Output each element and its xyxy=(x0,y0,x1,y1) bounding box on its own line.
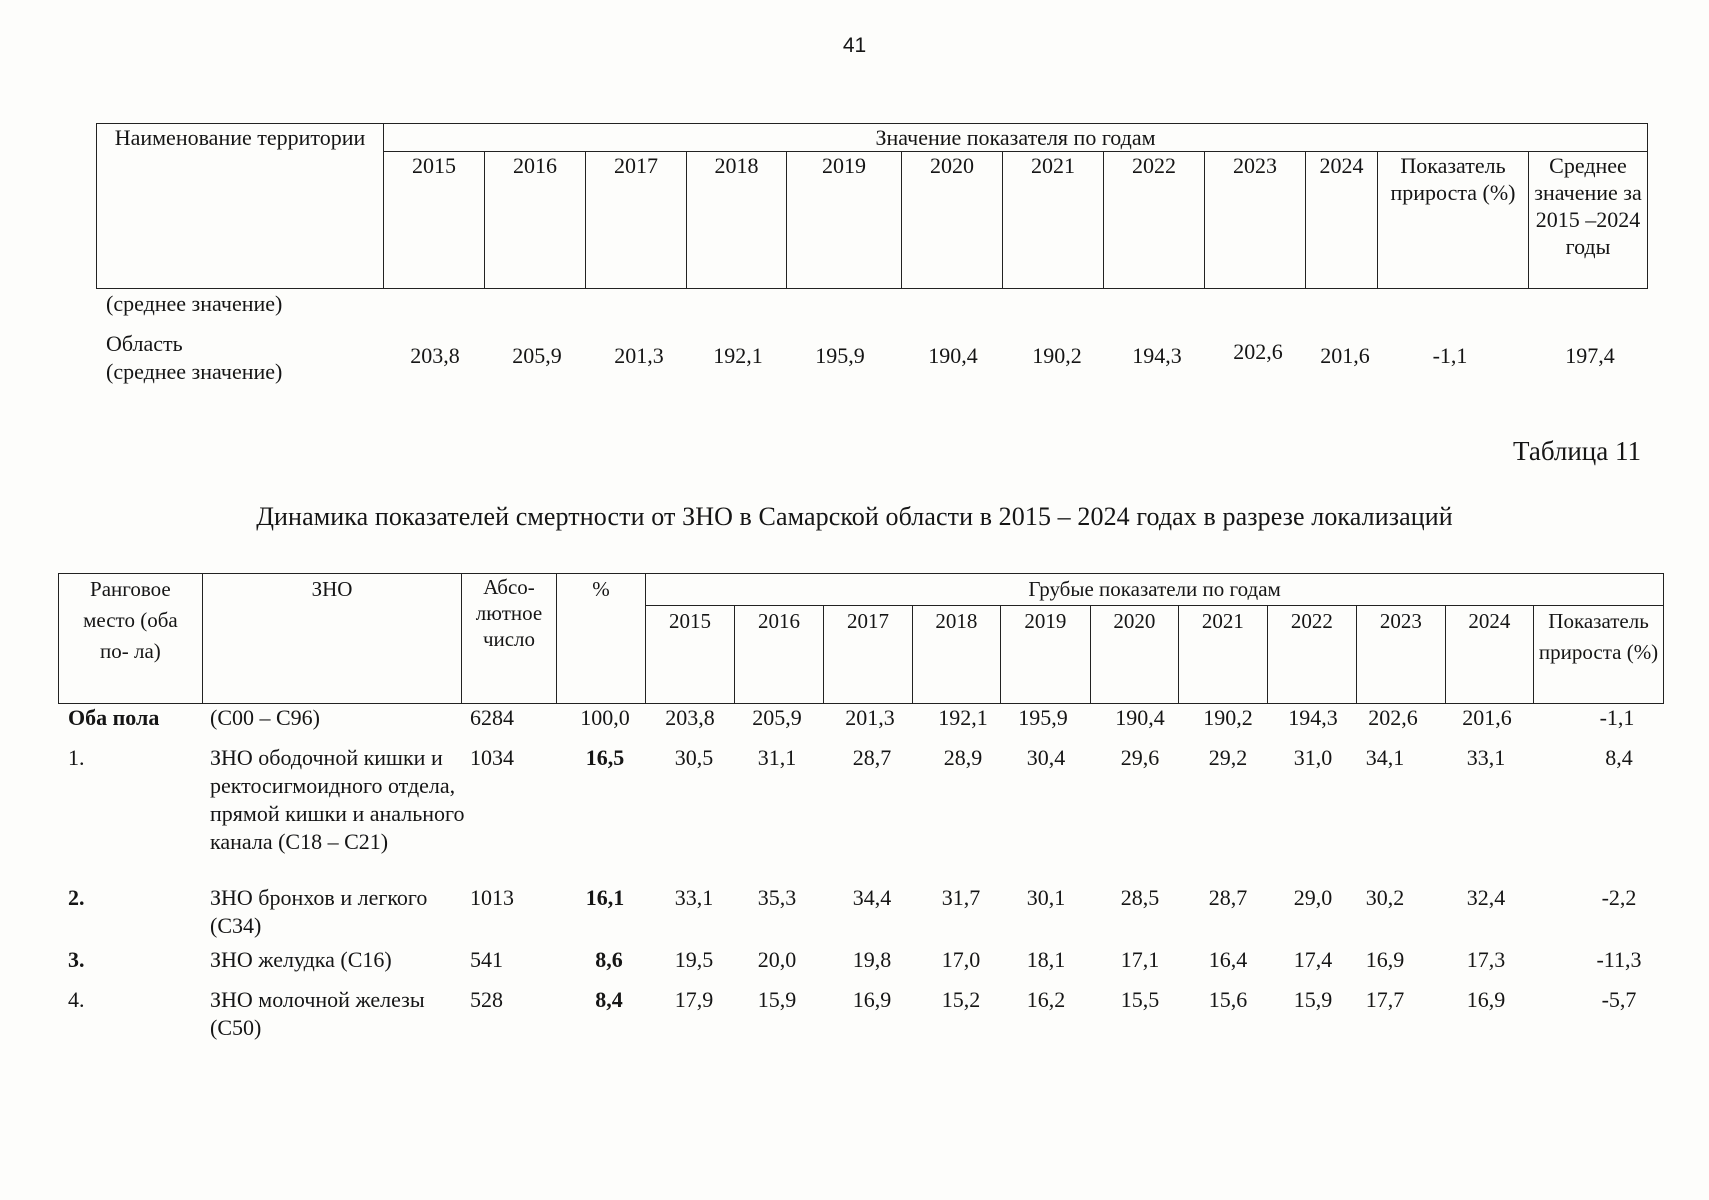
average-cell: 197,4 xyxy=(1565,343,1615,368)
percent-cell: 16,1 xyxy=(585,885,625,910)
header-rates-by-year: Грубые показатели по годам xyxy=(646,574,1664,606)
value-cell: 15,6 xyxy=(1208,987,1248,1012)
value-cell: 30,2 xyxy=(1365,885,1405,910)
row-name: Область xyxy=(106,331,183,356)
header-growth: Показатель прироста (%) xyxy=(1378,152,1529,289)
percent-cell: 8,6 xyxy=(595,947,623,972)
header-year: 2021 xyxy=(1179,606,1267,704)
absolute-cell: 528 xyxy=(470,987,503,1012)
top-table-header xyxy=(96,123,1648,289)
value-cell: 16,9 xyxy=(1365,947,1405,972)
value-cell: 16,9 xyxy=(852,987,892,1012)
absolute-cell: 1034 xyxy=(470,745,514,770)
header-values-by-year: Значение показателя по годам xyxy=(384,124,1648,152)
value-cell: 16,2 xyxy=(1026,987,1066,1012)
value-cell: 203,8 xyxy=(410,343,460,368)
header-year: 2019 xyxy=(787,152,902,289)
header-year: 2023 xyxy=(1205,152,1306,289)
value-cell: 17,4 xyxy=(1293,947,1333,972)
header-year: 2022 xyxy=(1267,606,1356,704)
value-cell: 195,9 xyxy=(815,343,865,368)
value-cell: 30,4 xyxy=(1026,745,1066,770)
growth-cell: -1,1 xyxy=(1432,343,1468,368)
value-cell: 17,7 xyxy=(1365,987,1405,1012)
value-cell: 190,2 xyxy=(1032,343,1082,368)
value-cell: 201,6 xyxy=(1320,343,1370,368)
zno-cell: (С00 – С96) xyxy=(210,705,320,730)
value-cell: 17,3 xyxy=(1466,947,1506,972)
header-year: 2022 xyxy=(1104,152,1205,289)
percent-cell: 8,4 xyxy=(595,987,623,1012)
value-cell: 15,9 xyxy=(757,987,797,1012)
header-growth: Показатель прироста (%) xyxy=(1534,606,1664,704)
percent-cell: 16,5 xyxy=(585,745,625,770)
value-cell: 15,9 xyxy=(1293,987,1333,1012)
header-year: 2024 xyxy=(1306,152,1378,289)
value-cell: 35,3 xyxy=(757,885,797,910)
header-year: 2023 xyxy=(1357,606,1445,704)
continuation-label: (среднее значение) xyxy=(106,291,283,316)
value-cell: 194,3 xyxy=(1132,343,1182,368)
value-cell: 195,9 xyxy=(1018,705,1068,730)
value-cell: 205,9 xyxy=(752,705,802,730)
percent-cell: 100,0 xyxy=(580,705,630,730)
header-year: 2015 xyxy=(646,606,734,704)
header-year: 2016 xyxy=(734,606,823,704)
value-cell: 205,9 xyxy=(512,343,562,368)
growth-cell: -1,1 xyxy=(1599,705,1635,730)
growth-cell: -5,7 xyxy=(1601,987,1637,1012)
header-year: 2019 xyxy=(1001,606,1090,704)
value-cell: 192,1 xyxy=(713,343,763,368)
value-cell: 20,0 xyxy=(757,947,797,972)
header-year: 2016 xyxy=(485,152,586,289)
rank-cell: 4. xyxy=(68,987,85,1012)
value-cell: 33,1 xyxy=(674,885,714,910)
absolute-cell: 1013 xyxy=(470,885,514,910)
header-rank: Ранговое место (оба по- ла) xyxy=(59,574,203,704)
header-percent: % xyxy=(556,574,645,704)
zno-cell: ЗНО молочной железы (С50) xyxy=(210,987,425,1040)
page-number: 41 xyxy=(842,34,867,57)
value-cell: 31,1 xyxy=(757,745,797,770)
header-year: 2020 xyxy=(1090,606,1178,704)
value-cell: 28,5 xyxy=(1120,885,1160,910)
header-year: 2021 xyxy=(1003,152,1104,289)
header-average: Среднее значение за 2015 –2024 годы xyxy=(1529,152,1648,289)
value-cell: 203,8 xyxy=(665,705,715,730)
value-cell: 32,4 xyxy=(1466,885,1506,910)
value-cell: 201,3 xyxy=(614,343,664,368)
value-cell: 16,9 xyxy=(1466,987,1506,1012)
value-cell: 202,6 xyxy=(1233,339,1283,364)
rank-cell: Оба пола xyxy=(68,705,160,730)
value-cell: 190,2 xyxy=(1203,705,1253,730)
bottom-table-header xyxy=(58,573,1664,704)
header-year: 2017 xyxy=(824,606,912,704)
value-cell: 190,4 xyxy=(1115,705,1165,730)
header-zno: ЗНО xyxy=(202,574,461,704)
value-cell: 201,6 xyxy=(1462,705,1512,730)
value-cell: 16,4 xyxy=(1208,947,1248,972)
value-cell: 19,8 xyxy=(852,947,892,972)
value-cell: 194,3 xyxy=(1288,705,1338,730)
value-cell: 29,0 xyxy=(1293,885,1333,910)
header-absolute: Абсо- лютное число xyxy=(462,574,557,704)
absolute-cell: 541 xyxy=(470,947,503,972)
header-year: 2020 xyxy=(902,152,1003,289)
value-cell: 19,5 xyxy=(674,947,714,972)
value-cell: 190,4 xyxy=(928,343,978,368)
growth-cell: -2,2 xyxy=(1601,885,1637,910)
value-cell: 17,9 xyxy=(674,987,714,1012)
zno-cell: ЗНО ободочной кишки и ректосигмоидного отдела, прямой кишки и анального канала (С18 – С21) xyxy=(210,745,465,854)
table-title: Динамика показателей смертности от ЗНО в Самарской области в 2015 – 2024 годах в разрезе локализаций xyxy=(256,502,1453,531)
row-name-sub: (среднее значение) xyxy=(106,359,283,384)
value-cell: 33,1 xyxy=(1466,745,1506,770)
value-cell: 28,7 xyxy=(852,745,892,770)
value-cell: 201,3 xyxy=(845,705,895,730)
value-cell: 34,4 xyxy=(852,885,892,910)
value-cell: 31,0 xyxy=(1293,745,1333,770)
header-year: 2018 xyxy=(912,606,1000,704)
value-cell: 31,7 xyxy=(941,885,981,910)
value-cell: 29,2 xyxy=(1208,745,1248,770)
absolute-cell: 6284 xyxy=(470,705,514,730)
value-cell: 18,1 xyxy=(1026,947,1066,972)
rank-cell: 2. xyxy=(68,885,85,910)
value-cell: 202,6 xyxy=(1368,705,1418,730)
table-label: Таблица 11 xyxy=(1513,436,1641,466)
value-cell: 15,2 xyxy=(941,987,981,1012)
header-year: 2018 xyxy=(687,152,787,289)
value-cell: 17,0 xyxy=(941,947,981,972)
value-cell: 30,5 xyxy=(674,745,714,770)
value-cell: 34,1 xyxy=(1365,745,1405,770)
zno-cell: ЗНО желудка (С16) xyxy=(210,947,392,972)
growth-cell: 8,4 xyxy=(1605,745,1633,770)
value-cell: 17,1 xyxy=(1120,947,1160,972)
header-year: 2017 xyxy=(586,152,687,289)
top-table-body xyxy=(0,290,1709,390)
value-cell: 28,9 xyxy=(943,745,983,770)
rank-cell: 1. xyxy=(68,745,85,770)
value-cell: 29,6 xyxy=(1120,745,1160,770)
value-cell: 28,7 xyxy=(1208,885,1248,910)
value-cell: 30,1 xyxy=(1026,885,1066,910)
value-cell: 192,1 xyxy=(938,705,988,730)
growth-cell: -11,3 xyxy=(1596,947,1642,972)
header-territory: Наименование территории xyxy=(97,124,384,289)
value-cell: 15,5 xyxy=(1120,987,1160,1012)
header-year: 2015 xyxy=(384,152,485,289)
bottom-table-body xyxy=(0,704,1709,1054)
header-year: 2024 xyxy=(1445,606,1533,704)
rank-cell: 3. xyxy=(68,947,85,972)
zno-cell: ЗНО бронхов и легкого (С34) xyxy=(210,885,428,938)
